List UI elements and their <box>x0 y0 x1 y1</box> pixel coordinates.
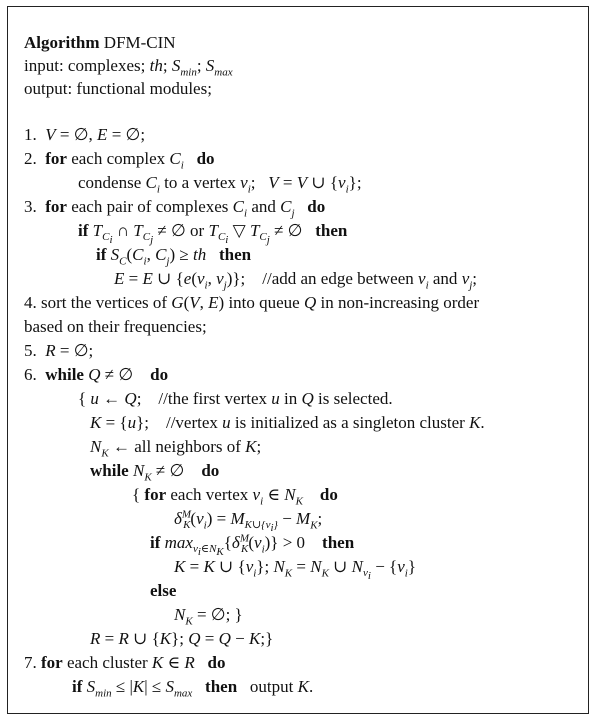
step-6-if-max: if $\max_{v_i\in N_K}\{\delta^M_K(v_i)\} > 0$ then <box>150 532 355 559</box>
step-3-threshold: if $S_C(C_i$, $C_j$) ≥ th then <box>96 245 252 268</box>
step-6: 6. while Q ≠ ∅ do <box>24 365 169 384</box>
step-4-cont: based on their frequencies; <box>24 317 207 336</box>
step-6-select: { u ← Q; //the first vertex u in Q is selected. <box>78 389 393 408</box>
algorithm-box <box>7 6 589 714</box>
step-6-neighbors: $N_K$ ← all neighbors of K; <box>90 437 262 460</box>
step-3-condition: if $T_{C_i}$ ∩ $T_{C_j}$ ≠ ∅ or $T_{C_i}$ ▽ $T_{C_j}$ ≠ ∅ then <box>78 221 348 247</box>
step-6-delta: $\delta^M_K(v_i) = M_{K\cup\{v_i\}} - M_K$; <box>174 508 323 535</box>
step-1: 1. V = ∅, E = ∅; <box>24 125 146 144</box>
step-3-add-edge: E = E ∪ {$e(v_i$, $v_j$)}; //add an edge between $v_i$ and $v_j$; <box>114 269 478 292</box>
step-6-init: K = {u}; //vertex u is initialized as a singleton cluster K. <box>90 413 485 432</box>
step-6-empty: $N_K$ = ∅; } <box>174 605 243 628</box>
step-4: 4. sort the vertices of G(V, E) into queue Q in non-increasing order <box>24 293 480 312</box>
algorithm-title: Algorithm DFM-CIN <box>24 33 176 52</box>
algorithm-output: output: functional modules; <box>24 79 212 98</box>
step-7-output: if $S_{min} \le |K| \le S_{max}$ then output K. <box>72 677 314 700</box>
step-6-end: R = R ∪ {K}; Q = Q − K;} <box>90 629 274 648</box>
step-2-body: condense $C_i$ to a vertex $v_i$; V = V ∪ $\{v_i\}$; <box>78 173 362 196</box>
step-2: 2. for each complex $C_i$ do <box>24 149 215 172</box>
step-5: 5. R = ∅; <box>24 341 94 360</box>
algorithm-input: input: complexes; th; $S_{min}$; $S_{max}$ <box>24 56 233 79</box>
step-6-for: { for each vertex $v_i$ ∈ $N_K$ do <box>132 485 338 508</box>
step-3: 3. for each pair of complexes $C_i$ and $C_j$ do <box>24 197 326 220</box>
step-7: 7. for each cluster K ∈ R do <box>24 653 226 672</box>
step-6-update: K = K ∪ $\{v_i\}$; $N_K = N_K$ ∪ $N_{v_i} - \{v_i\}$ <box>174 557 416 583</box>
step-6-else: else <box>150 581 177 600</box>
step-6-inner-while: while $N_K$ ≠ ∅ do <box>90 461 220 484</box>
